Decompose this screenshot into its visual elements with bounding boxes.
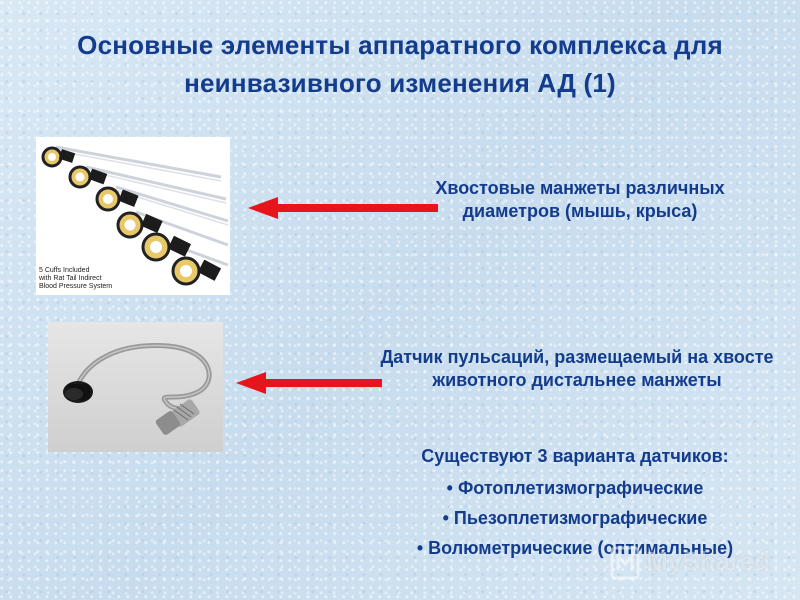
pulse-sensor-photo	[48, 322, 223, 452]
tail-cuffs-photo	[36, 137, 230, 295]
list-item: • Волюметрические (оптимальные)	[360, 536, 790, 560]
pulse-sensor-label: Датчик пульсаций, размещаемый на хвосте животного дистальнее манжеты	[380, 347, 774, 390]
variants-heading: Существуют 3 варианта датчиков:	[421, 446, 729, 466]
slide-title: Основные элементы аппаратного комплекса для неинвазивного изменения АД (1)	[77, 30, 723, 98]
pulse-sensor-illustration	[48, 322, 223, 452]
tail-cuffs-label: Хвостовые манжеты различных диаметров (мышь, крыса)	[435, 178, 725, 221]
cuffs-photo-caption: 5 Cuffs Included with Rat Tail Indirect Blood Pressure System	[39, 267, 113, 290]
watermark-text: MyShared	[646, 546, 771, 576]
arrow-left-icon	[248, 195, 438, 221]
list-item: • Пьезоплетизмографические	[360, 506, 790, 530]
sensor-head	[63, 381, 93, 403]
sensor-variants	[360, 444, 790, 566]
arrow-left-icon	[236, 370, 382, 396]
variants-list	[360, 476, 790, 560]
list-item: • Фотоплетизмографические	[360, 476, 790, 500]
